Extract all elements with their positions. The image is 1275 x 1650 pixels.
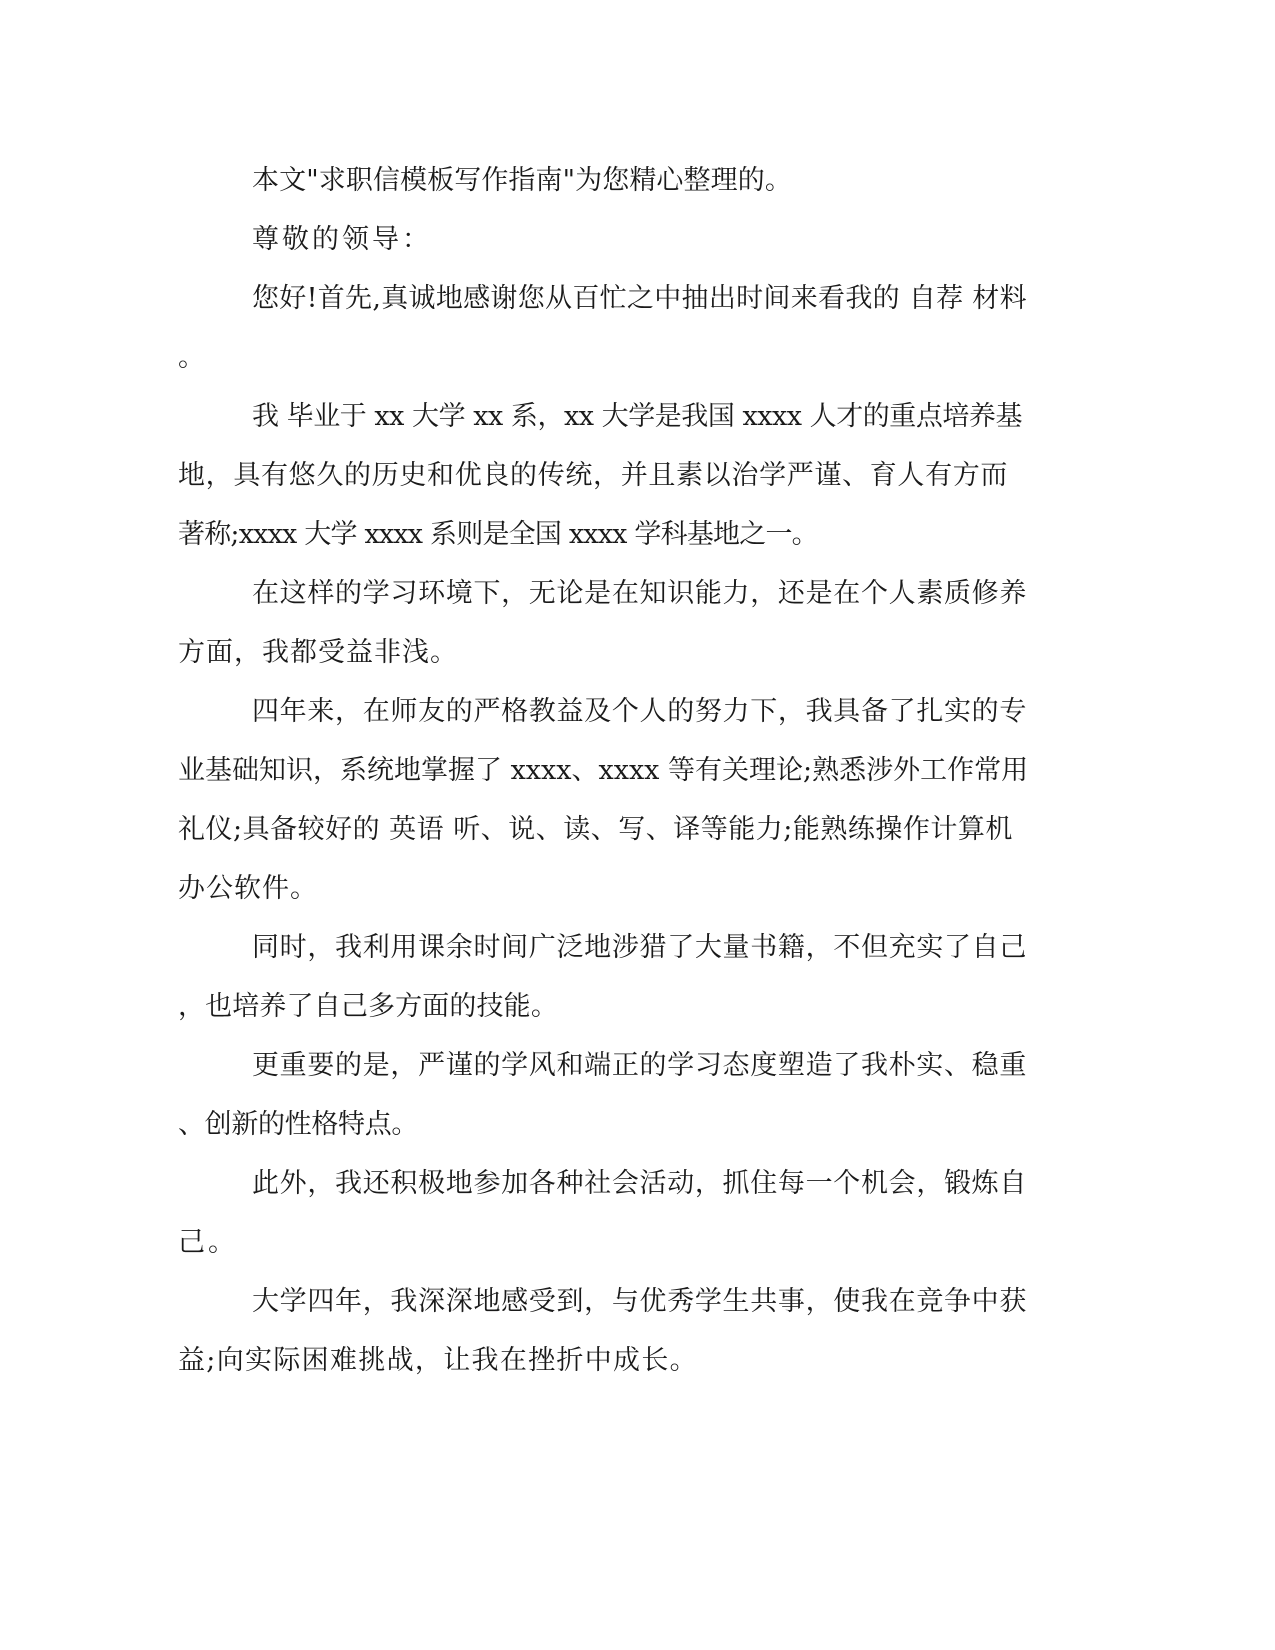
text-line-4: 。 xyxy=(178,342,208,373)
text-line-9: 方面，我都受益非浅。 xyxy=(178,637,458,668)
text-line-12: 礼仪;具备较好的 英语 听、说、读、写、译等能力;能熟练操作计算机 xyxy=(178,814,1013,845)
text-line-13: 办公软件。 xyxy=(178,873,318,904)
text-line-3: 您好!首先,真诚地感谢您从百忙之中抽出时间来看我的 自荐 材料 xyxy=(252,283,1027,314)
text-line-18: 此外，我还积极地参加各种社会活动，抓住每一个机会，锻炼自 xyxy=(252,1168,1028,1199)
text-line-2: 尊敬的领导： xyxy=(252,224,432,255)
text-line-10: 四年来，在师友的严格教益及个人的努力下，我具备了扎实的专 xyxy=(252,696,1028,727)
text-line-11: 业基础知识，系统地掌握了 xxxx、xxxx 等有关理论;熟悉涉外工作常用 xyxy=(178,755,1029,786)
text-line-8: 在这样的学习环境下，无论是在知识能力，还是在个人素质修养 xyxy=(252,578,1028,609)
text-line-7: 著称;xxxx 大学 xxxx 系则是全国 xxxx 学科基地之一。 xyxy=(178,519,818,550)
text-line-16: 更重要的是，严谨的学风和端正的学习态度塑造了我朴实、稳重 xyxy=(252,1050,1028,1081)
text-line-6: 地，具有悠久的历史和优良的传统，并且素以治学严谨、育人有方而 xyxy=(178,460,1009,491)
text-line-21: 益;向实际困难挑战，让我在挫折中成长。 xyxy=(178,1345,698,1376)
text-line-15: ，也培养了自己多方面的技能。 xyxy=(178,991,558,1022)
text-line-5: 我 毕业于 xx 大学 xx 系，xx 大学是我国 xxxx 人才的重点培养基 xyxy=(252,401,1022,432)
text-line-14: 同时，我利用课余时间广泛地涉猎了大量书籍，不但充实了自己 xyxy=(252,932,1028,963)
text-line-19: 己。 xyxy=(178,1227,238,1258)
text-line-1: 本文"求职信模板写作指南"为您精心整理的。 xyxy=(252,165,792,196)
text-line-17: 、创新的性格特点。 xyxy=(178,1109,419,1140)
text-line-20: 大学四年，我深深地感受到，与优秀学生共事，使我在竞争中获 xyxy=(252,1286,1028,1317)
